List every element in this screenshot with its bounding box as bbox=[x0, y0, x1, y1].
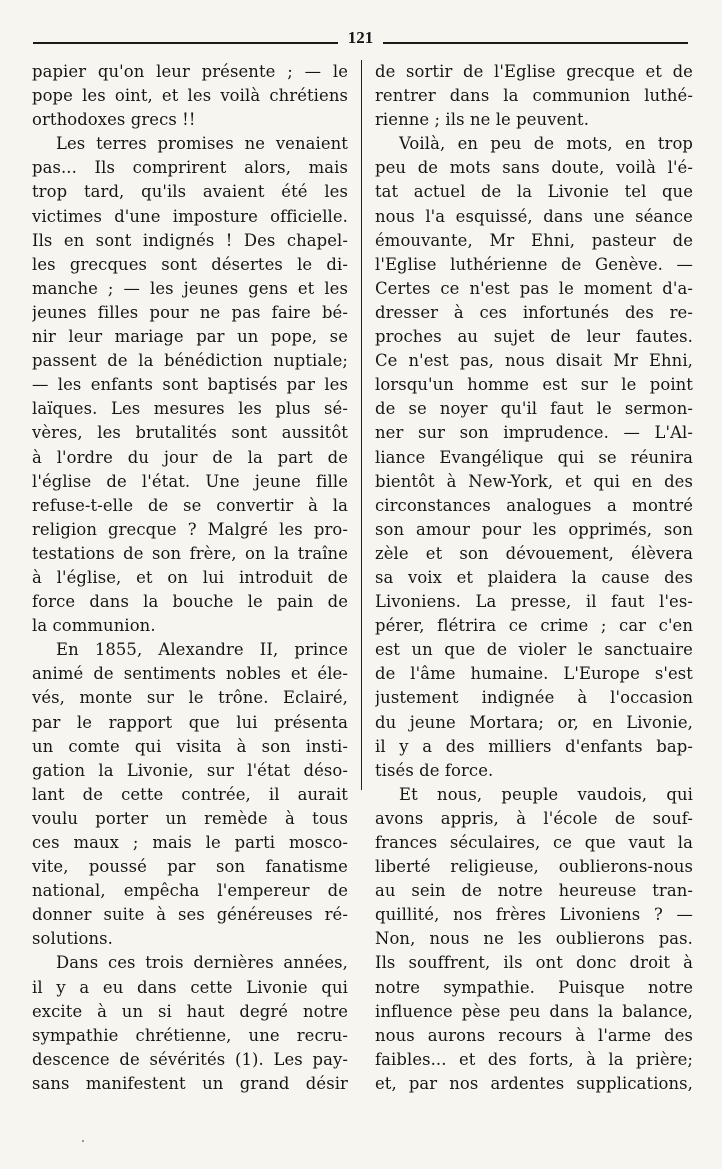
text-line: gation la Livonie, sur l'état déso- bbox=[32, 760, 348, 780]
text-line: rentrer dans la communion luthé- bbox=[375, 86, 693, 106]
text-line: quillité, nos frères Livoniens ? — bbox=[375, 905, 693, 925]
right-column bbox=[375, 60, 693, 1096]
text-line: vés, monte sur le trône. Eclairé, bbox=[32, 688, 348, 708]
text-line: Ce n'est pas, nous disait Mr Ehni, bbox=[375, 351, 693, 371]
text-line: liberté religieuse, oublierons-nous bbox=[375, 857, 693, 877]
text-line: émouvante, Mr Ehni, pasteur de bbox=[375, 230, 693, 250]
text-line: l'Eglise luthérienne de Genève. — bbox=[375, 254, 693, 274]
text-line: faibles... et des forts, à la prière; bbox=[375, 1049, 693, 1069]
text-line: l'église de l'état. Une jeune fille bbox=[32, 471, 348, 491]
text-line: pérer, flétrira ce crime ; car c'en bbox=[375, 616, 693, 636]
text-line: nir leur mariage par un pope, se bbox=[32, 327, 348, 347]
text-line: ner sur son imprudence. — L'Al- bbox=[375, 423, 693, 443]
text-line: et, par nos ardentes supplications, bbox=[375, 1073, 693, 1093]
text-line: un comte qui visita à son insti- bbox=[32, 736, 348, 756]
text-line: à l'ordre du jour de la part de bbox=[32, 447, 348, 467]
text-line: — les enfants sont baptisés par les bbox=[32, 375, 348, 395]
text-line: il y a eu dans cette Livonie qui bbox=[32, 977, 348, 997]
text-line: Ils en sont indignés ! Des chapel- bbox=[32, 230, 348, 250]
text-line: vite, poussé par son fanatisme bbox=[32, 857, 348, 877]
text-line: Les terres promises ne venaient bbox=[56, 134, 348, 154]
text-line: En 1855, Alexandre II, prince bbox=[56, 640, 348, 660]
header-rule-right bbox=[383, 42, 688, 44]
text-line: bientôt à New-York, et qui en des bbox=[375, 471, 693, 491]
text-line: Livoniens. La presse, il faut l'es- bbox=[375, 592, 693, 612]
text-line: Certes ce n'est pas le moment d'a- bbox=[375, 278, 693, 298]
text-line: au sein de notre heureuse tran- bbox=[375, 881, 693, 901]
text-line: descence de sévérités (1). Les pay- bbox=[32, 1049, 348, 1069]
text-line: Voilà, en peu de mots, en trop bbox=[399, 134, 693, 154]
text-line: national, empêcha l'empereur de bbox=[32, 881, 348, 901]
text-line: justement indignée à l'occasion bbox=[375, 688, 693, 708]
text-line: influence pèse peu dans la balance, bbox=[375, 1001, 693, 1021]
text-line: passent de la bénédiction nuptiale; bbox=[32, 351, 348, 371]
text-line: vères, les brutalités sont aussitôt bbox=[32, 423, 348, 443]
page-header bbox=[33, 26, 688, 52]
paper-speck bbox=[82, 1140, 84, 1142]
text-line: voulu porter un remède à tous bbox=[32, 808, 348, 828]
text-line: son amour pour les opprimés, son bbox=[375, 519, 693, 539]
text-line: par le rapport que lui présenta bbox=[32, 712, 348, 732]
text-line: liance Evangélique qui se réunira bbox=[375, 447, 693, 467]
text-line: il y a des milliers d'enfants bap- bbox=[375, 736, 693, 756]
text-line: de sortir de l'Eglise grecque et de bbox=[375, 62, 693, 81]
text-line: sa voix et plaidera la cause des bbox=[375, 567, 693, 587]
header-rule-left bbox=[33, 42, 338, 44]
text-line: notre sympathie. Puisque notre bbox=[375, 977, 693, 997]
column-divider bbox=[361, 60, 362, 790]
text-line: testations de son frère, on la traîne bbox=[32, 543, 348, 563]
text-line: lant de cette contrée, il aurait bbox=[32, 784, 348, 804]
text-line: orthodoxes grecs !! bbox=[32, 110, 196, 130]
text-line: nous l'a esquissé, dans une séance bbox=[375, 206, 693, 226]
text-line: à l'église, et on lui introduit de bbox=[32, 567, 348, 587]
text-line: jeunes filles pour ne pas faire bé- bbox=[32, 302, 348, 322]
text-line: tat actuel de la Livonie tel que bbox=[375, 182, 693, 202]
text-line: animé de sentiments nobles et éle- bbox=[32, 664, 348, 684]
text-line: de se noyer qu'il faut le sermon- bbox=[375, 399, 693, 419]
text-line: frances séculaires, ce que vaut la bbox=[375, 833, 693, 852]
text-line: victimes d'une imposture officielle. bbox=[32, 206, 348, 226]
text-line: Dans ces trois dernières années, bbox=[56, 953, 348, 973]
text-line: la communion. bbox=[32, 616, 156, 636]
text-line: refuse-t-elle de se convertir à la bbox=[32, 495, 348, 515]
text-line: pope les oint, et les voilà chrétiens bbox=[32, 86, 348, 106]
text-line: Non, nous ne les oublierons pas. bbox=[375, 929, 693, 949]
left-column bbox=[32, 60, 348, 1096]
text-line: de l'âme humaine. L'Europe s'est bbox=[375, 664, 693, 684]
text-line: circonstances analogues a montré bbox=[375, 495, 693, 515]
text-line: force dans la bouche le pain de bbox=[32, 592, 348, 612]
text-line: proches au sujet de leur fautes. bbox=[375, 327, 693, 347]
text-line: trop tard, qu'ils avaient été les bbox=[32, 182, 348, 202]
text-line: tisés de force. bbox=[375, 760, 494, 780]
text-line: dresser à ces infortunés des re- bbox=[375, 302, 693, 322]
text-line: Et nous, peuple vaudois, qui bbox=[399, 784, 693, 804]
text-line: avons appris, à l'école de souf- bbox=[375, 808, 693, 828]
text-line: pas... Ils comprirent alors, mais bbox=[32, 158, 348, 178]
text-line: peu de mots sans doute, voilà l'é- bbox=[375, 158, 693, 178]
text-line: du jeune Mortara; or, en Livonie, bbox=[375, 712, 693, 732]
text-line: lorsqu'un homme est sur le point bbox=[375, 375, 693, 395]
text-line: papier qu'on leur présente ; — le bbox=[32, 62, 348, 81]
text-line: laïques. Les mesures les plus sé- bbox=[32, 399, 348, 419]
text-line: sympathie chrétienne, une recru- bbox=[32, 1025, 348, 1045]
page-number: 121 bbox=[347, 28, 374, 47]
text-line: est un que de violer le sanctuaire bbox=[375, 640, 693, 660]
text-line: nous aurons recours à l'arme des bbox=[375, 1025, 693, 1045]
text-line: zèle et son dévouement, élèvera bbox=[375, 543, 693, 563]
text-line: ces maux ; mais le parti mosco- bbox=[32, 833, 348, 852]
text-line: solutions. bbox=[32, 929, 113, 949]
text-line: sans manifestent un grand désir bbox=[32, 1073, 348, 1093]
text-line: religion grecque ? Malgré les pro- bbox=[32, 519, 348, 539]
text-line: rienne ; ils ne le peuvent. bbox=[375, 110, 590, 130]
text-line: Ils souffrent, ils ont donc droit à bbox=[375, 953, 693, 973]
text-line: manche ; — les jeunes gens et les bbox=[32, 278, 348, 298]
text-line: donner suite à ses généreuses ré- bbox=[32, 905, 348, 925]
text-line: les grecques sont désertes le di- bbox=[32, 254, 348, 274]
text-line: excite à un si haut degré notre bbox=[32, 1001, 348, 1021]
